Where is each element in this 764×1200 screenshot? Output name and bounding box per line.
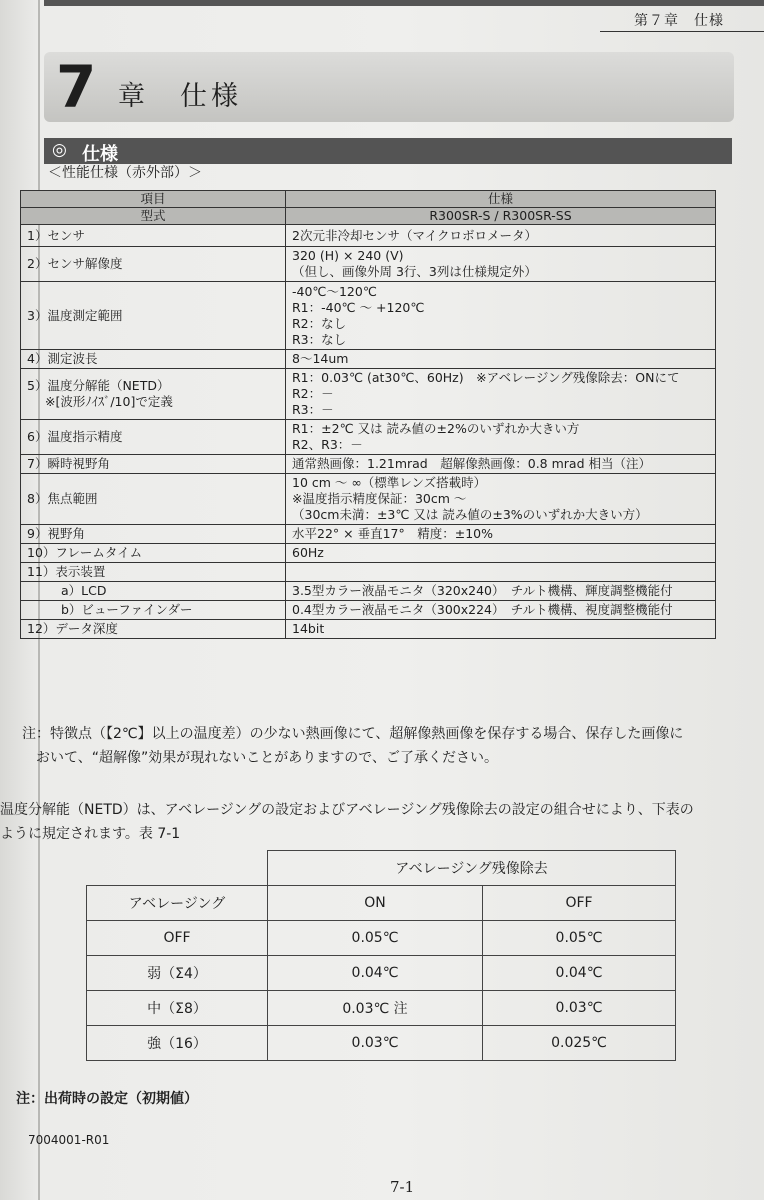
spec-header-spec: 仕様: [286, 191, 716, 208]
spec-row-label: [21, 582, 286, 601]
spec-row-value: [286, 247, 716, 282]
spec-row: [21, 225, 716, 247]
spec-row: [21, 620, 716, 639]
spec-row-label: [21, 601, 286, 620]
spec-row-label: [21, 474, 286, 525]
spec-row-label: [21, 225, 286, 247]
averaging-cell-off: 0.05℃: [483, 921, 676, 956]
spec-value-line: R2：－: [292, 386, 334, 401]
spec-label-line: b）ビューファインダー: [61, 602, 193, 617]
averaging-col-off: OFF: [483, 886, 676, 921]
spec-row-label: [21, 620, 286, 639]
spec-value-line: R3：－: [292, 402, 334, 417]
netd-paragraph: [0, 798, 764, 846]
averaging-table: [86, 850, 676, 1061]
spec-row: [21, 582, 716, 601]
averaging-row-header: アベレージング: [87, 886, 268, 921]
factory-default-note: 注：出荷時の設定（初期値）: [16, 1091, 198, 1107]
spec-label-line: 6）温度指示精度: [27, 429, 123, 444]
spec-row-value: [286, 225, 716, 247]
spec-row-label: [21, 544, 286, 563]
averaging-cell-off: 0.03℃: [483, 991, 676, 1026]
spec-label-line: 8）焦点範囲: [27, 491, 98, 506]
averaging-group-header-row: [87, 851, 676, 886]
page-number: 7-1: [390, 1178, 415, 1196]
averaging-row-label: 中（Σ8）: [87, 991, 268, 1026]
note-line: 注：特徴点（【2℃】以上の温度差）の少ない熱画像にて、超解像熱画像を保存する場合、保存した画像に: [22, 726, 684, 742]
spec-label-line: ※[波形ﾉｲｽﾞ/10]で定義: [45, 394, 173, 409]
spec-row-value: [286, 525, 716, 544]
spec-value-line: 10 cm ～ ∞（標準レンズ搭載時）: [292, 475, 487, 490]
section-title: 仕様: [82, 144, 118, 165]
averaging-column-header-row: [87, 886, 676, 921]
paragraph-line: 温度分解能（NETD）は、アベレージングの設定およびアベレージング残像除去の設定の組合せにより、下表の: [0, 802, 694, 818]
spec-row-label: [21, 369, 286, 420]
spec-value-line: R1：±2℃ 又は 読み値の±2%のいずれか大きい方: [292, 421, 580, 436]
spec-value-line: -40℃～120℃: [292, 283, 377, 299]
averaging-row: [87, 956, 676, 991]
averaging-row-label: 強（16）: [87, 1026, 268, 1061]
averaging-row: [87, 921, 676, 956]
document-id: 7004001-R01: [28, 1133, 110, 1147]
chapter-title: 章 仕様: [118, 81, 242, 112]
spec-label-line: 1）センサ: [27, 227, 85, 243]
spec-row-value: [286, 350, 716, 369]
averaging-cell-on: 0.05℃: [268, 921, 483, 956]
spec-row-value: [286, 455, 716, 474]
spec-value-line: （但し、画像外周 3行、3列は仕様規定外）: [292, 264, 537, 279]
spec-row-label: [21, 350, 286, 369]
spec-row-label: [21, 455, 286, 474]
spec-row-label: [21, 282, 286, 350]
spec-model-value: R300SR-S / R300SR-SS: [286, 208, 716, 225]
spec-label-line: 9）視野角: [27, 526, 85, 541]
spec-model-label: 型式: [21, 208, 286, 225]
averaging-col-on: ON: [268, 886, 483, 921]
spec-table-model-row: [21, 208, 716, 225]
sub-heading: ＜性能仕様（赤外部）＞: [48, 165, 202, 181]
spec-row-value: [286, 601, 716, 620]
spec-row-value: [286, 544, 716, 563]
averaging-cell-on: 0.03℃ 注: [268, 991, 483, 1026]
spec-row-label: [21, 247, 286, 282]
spec-label-line: a）LCD: [61, 583, 107, 598]
spec-row-value: [286, 420, 716, 455]
averaging-row: [87, 991, 676, 1026]
spec-label-line: 5）温度分解能（NETD）: [27, 378, 170, 393]
running-header: 第７章 仕様: [634, 13, 724, 29]
spec-row: [21, 474, 716, 525]
averaging-row: [87, 1026, 676, 1061]
note-block: [22, 722, 742, 770]
spec-value-line: 320 (H) × 240 (V): [292, 248, 404, 263]
spec-row-value: [286, 474, 716, 525]
bullseye-icon: ◎: [52, 140, 67, 160]
spec-row: [21, 350, 716, 369]
spec-value-line: 3.5型カラー液晶モニタ（320x240） チルト機構、輝度調整機能付: [292, 583, 673, 598]
spec-label-line: 4）測定波長: [27, 351, 98, 366]
spec-value-line: 2次元非冷却センサ（マイクロボロメータ）: [292, 227, 537, 243]
spec-table: [20, 190, 716, 639]
spec-row: [21, 369, 716, 420]
averaging-cell-off: 0.025℃: [483, 1026, 676, 1061]
spec-row: [21, 563, 716, 582]
note-line: おいて、“超解像”効果が現れないことがありますので、ご了承ください。: [22, 750, 498, 766]
spec-value-line: 水平22° × 垂直17° 精度：±10%: [292, 526, 493, 541]
spec-value-line: R2、R3：－: [292, 437, 363, 452]
averaging-cell-off: 0.04℃: [483, 956, 676, 991]
spec-value-line: 通常熱画像：1.21mrad 超解像熱画像：0.8 mrad 相当（注）: [292, 456, 651, 471]
spec-row-value: [286, 369, 716, 420]
spec-row-label: [21, 420, 286, 455]
spec-value-line: 14bit: [292, 621, 325, 636]
averaging-group-header: アベレージング残像除去: [268, 851, 676, 886]
spec-label-line: 12）データ深度: [27, 621, 118, 636]
section-header: [44, 138, 732, 164]
spec-row: [21, 601, 716, 620]
spec-row-value: [286, 582, 716, 601]
spec-row: [21, 247, 716, 282]
spec-row: [21, 544, 716, 563]
averaging-row-label: OFF: [87, 921, 268, 956]
spec-row-label: [21, 563, 286, 582]
top-rule: [44, 0, 764, 6]
spec-label-line: 2）センサ解像度: [27, 256, 123, 271]
spec-value-line: R1：0.03℃ (at30℃、60Hz) ※アベレージング残像除去：ONにて: [292, 370, 680, 385]
spec-value-line: 8～14um: [292, 351, 349, 366]
spec-label-line: 10）フレームタイム: [27, 545, 143, 560]
spec-table-header-row: [21, 191, 716, 208]
spec-row-value: [286, 282, 716, 350]
running-header-rule: [600, 31, 764, 32]
spec-value-line: 0.4型カラー液晶モニタ（300x224） チルト機構、視度調整機能付: [292, 602, 673, 617]
spec-row: [21, 455, 716, 474]
averaging-row-label: 弱（Σ4）: [87, 956, 268, 991]
spec-value-line: 60Hz: [292, 545, 324, 560]
paragraph-line: ように規定されます。表 7-1: [0, 826, 181, 842]
spec-row: [21, 525, 716, 544]
spec-value-line: R2：なし: [292, 315, 347, 331]
spec-label-line: 3）温度測定範囲: [27, 307, 123, 323]
averaging-empty-corner: [87, 851, 268, 886]
averaging-cell-on: 0.03℃: [268, 1026, 483, 1061]
spec-row-value: [286, 563, 716, 582]
spec-value-line: R3：なし: [292, 331, 347, 347]
spec-row-value: [286, 620, 716, 639]
averaging-cell-on: 0.04℃: [268, 956, 483, 991]
spec-row: [21, 420, 716, 455]
spec-value-line: R1：-40℃ ～ +120℃: [292, 299, 425, 315]
spec-row-label: [21, 525, 286, 544]
spec-value-line: （30cm未満：±3℃ 又は 読み値の±3%のいずれか大きい方）: [292, 507, 648, 522]
spec-row: [21, 282, 716, 350]
spec-label-line: 7）瞬時視野角: [27, 456, 110, 471]
spec-value-line: ※温度指示精度保証：30cm ～: [292, 491, 467, 506]
spec-header-item: 項目: [21, 191, 286, 208]
chapter-number: 7: [56, 53, 97, 121]
spec-label-line: 11）表示装置: [27, 564, 106, 579]
